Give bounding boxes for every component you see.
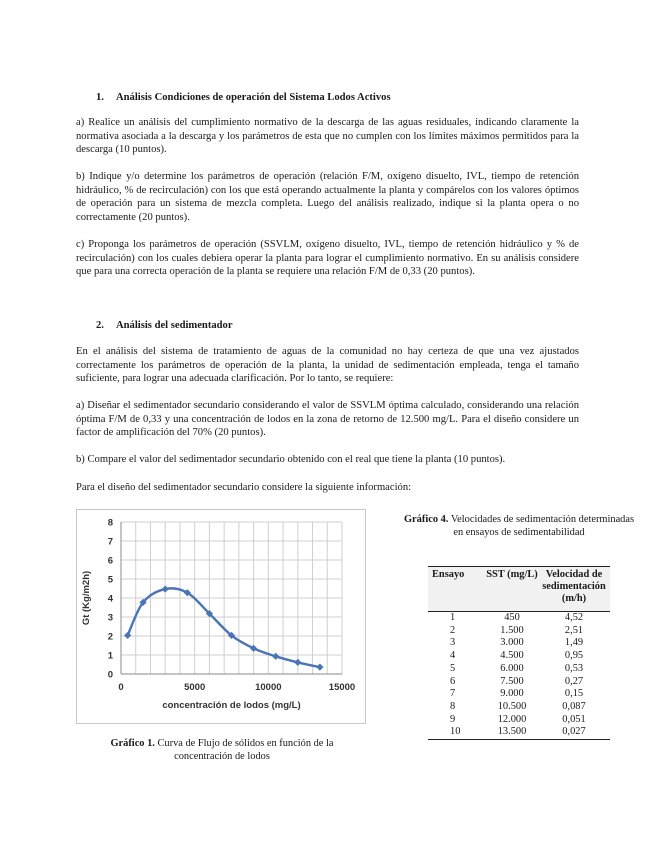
cell-velocidad: 0,15 — [564, 688, 584, 700]
chart-caption-label: Gráfico 1. — [110, 738, 155, 749]
x-tick-label: 15000 — [328, 682, 356, 693]
table-caption-label: Gráfico 4. — [403, 514, 449, 525]
cell-ensayo: 6 — [450, 675, 456, 687]
cell-sst: 1.500 — [500, 624, 524, 636]
header-ensayo: Ensayo — [428, 567, 486, 612]
cell-ensayo: 4 — [450, 650, 456, 662]
section2-number: 2. — [96, 320, 104, 331]
cell-ensayo: 8 — [450, 700, 456, 712]
data-point — [162, 585, 169, 592]
table-caption — [400, 513, 638, 539]
table-row — [428, 625, 610, 638]
cell-velocidad: 4,52 — [564, 612, 584, 623]
section2-info: Para el diseño del sedimentador secundario considere la siguiente información: — [76, 482, 412, 493]
y-tick-label: 4 — [107, 593, 113, 605]
section1-heading — [96, 92, 391, 103]
y-tick-label: 2 — [107, 631, 113, 643]
cell-ensayo: 10 — [428, 726, 486, 739]
cell-sst: 13.500 — [486, 726, 538, 739]
section2-item-b: b) Compare el valor del sedimentador secundario obtenido con el real que tiene la planta (10 puntos). — [76, 454, 506, 465]
table-row — [428, 714, 610, 727]
cell-sst: 450 — [504, 612, 520, 623]
y-axis-label: Gt (Kg/m2h) — [81, 570, 92, 626]
cell-sst: 7.500 — [500, 675, 524, 687]
data-point — [294, 659, 301, 666]
table-row — [428, 663, 610, 676]
section2-intro: En el análisis del sistema de tratamiento de aguas de la comunidad no hay certeza de que una vez ajustados correctamente los parámetros de operación de la planta, la unidad de sedimentación empleada, tenga el tamaño suficiente, para lograr una adecuada clarificación. Por lo tanto, se requiere: — [76, 346, 579, 385]
cell-velocidad: 0,051 — [562, 713, 586, 725]
section2-title: Análisis del sedimentador — [116, 320, 233, 331]
cell-sst: 6.000 — [500, 662, 524, 674]
cell-ensayo: 1 — [450, 612, 456, 623]
chart-svg — [77, 510, 365, 723]
y-tick-label: 1 — [107, 650, 113, 662]
data-point — [124, 632, 131, 639]
sedimentation-table — [428, 566, 610, 740]
table-row — [428, 637, 610, 650]
table-row — [428, 650, 610, 663]
cell-sst: 9.000 — [500, 688, 524, 700]
cell-sst: 4.500 — [500, 650, 524, 662]
data-point — [316, 664, 323, 671]
section1-number: 1. — [96, 92, 104, 103]
cell-velocidad: 0,027 — [538, 726, 610, 739]
cell-velocidad: 2,51 — [564, 624, 584, 636]
cell-velocidad: 1,49 — [564, 637, 584, 649]
header-velocidad: Velocidad de sedimentación (m/h) — [538, 567, 610, 612]
table-row — [428, 688, 610, 701]
cell-sst: 12.000 — [497, 713, 527, 725]
section1-item-b: b) Indique y/o determine los parámetros de operación (relación F/M, oxígeno disuelto, IVL, tiempo de retención hidráulico, % de recirculación) con los que está operando actualmente la planta y compárelos con los valores óptimos de operación para un sistema de mezcla completa. Luego del análisis realizado, indique si la planta opera o no correctamente (20 puntos). — [76, 171, 579, 223]
cell-velocidad: 0,95 — [564, 650, 584, 662]
cell-ensayo: 7 — [450, 688, 456, 700]
cell-velocidad: 0,53 — [564, 662, 584, 674]
solids-flux-chart — [76, 509, 366, 724]
table-row — [428, 701, 610, 714]
section1-title: Análisis Condiciones de operación del Sistema Lodos Activos — [116, 92, 391, 103]
cell-ensayo: 2 — [450, 624, 456, 636]
y-tick-label: 8 — [107, 517, 113, 529]
data-point — [272, 653, 279, 660]
y-tick-label: 7 — [107, 536, 113, 548]
y-tick-label: 3 — [107, 612, 113, 624]
chart-caption — [88, 737, 356, 763]
table-row — [428, 612, 610, 625]
cell-ensayo: 5 — [450, 662, 456, 674]
section1-item-c: c) Proponga los parámetros de operación (SSVLM, oxígeno disuelto, IVL, tiempo de retención hidráulico y % de recirculación) con los cuales debiera operar la planta para lograr el cumplimiento normativo. En su análisis considere que para una correcta operación de la planta se requiere una relación F/M de 0,33 (20 puntos). — [76, 239, 579, 278]
chart-caption-text: Curva de Flujo de sólidos en función de la concentración de lodos — [154, 738, 334, 762]
section1-item-a: a) Realice un análisis del cumplimiento normativo de la descarga de las aguas residuales, indicando claramente la normativa asociada a la descarga y los parámetros de esta que no cumplen con los límites máximos permitidos para la descarga (10 puntos). — [76, 117, 579, 156]
x-axis-label: concentración de lodos (mg/L) — [162, 700, 301, 711]
cell-ensayo: 3 — [450, 637, 456, 649]
cell-sst: 3.000 — [500, 637, 524, 649]
cell-velocidad: 0,27 — [564, 675, 584, 687]
cell-sst: 10.500 — [497, 700, 527, 712]
table-header-row — [428, 567, 610, 612]
x-tick-label: 5000 — [184, 682, 206, 693]
section2-heading — [96, 320, 233, 331]
cell-ensayo: 9 — [450, 713, 456, 725]
table-row — [428, 726, 610, 739]
y-tick-label: 6 — [107, 555, 113, 567]
x-tick-label: 10000 — [255, 682, 282, 693]
y-tick-label: 0 — [107, 669, 113, 681]
section2-item-a: a) Diseñar el sedimentador secundario considerando el valor de SSVLM óptima calculado, considerando una relación óptima F/M de 0,33 y una concentración de lodos en la zona de retorno de 12.500 mg/L. Para el diseño considere un factor de amplificación del 70% (20 puntos). — [76, 400, 579, 439]
x-tick-label: 0 — [118, 682, 124, 693]
table-caption-text: Velocidades de sedimentación determinadas en ensayos de sedimentabilidad — [448, 514, 635, 538]
y-tick-label: 5 — [107, 574, 113, 586]
table-row — [428, 676, 610, 689]
header-sst: SST (mg/L) — [486, 567, 538, 612]
cell-velocidad: 0,087 — [562, 700, 586, 712]
